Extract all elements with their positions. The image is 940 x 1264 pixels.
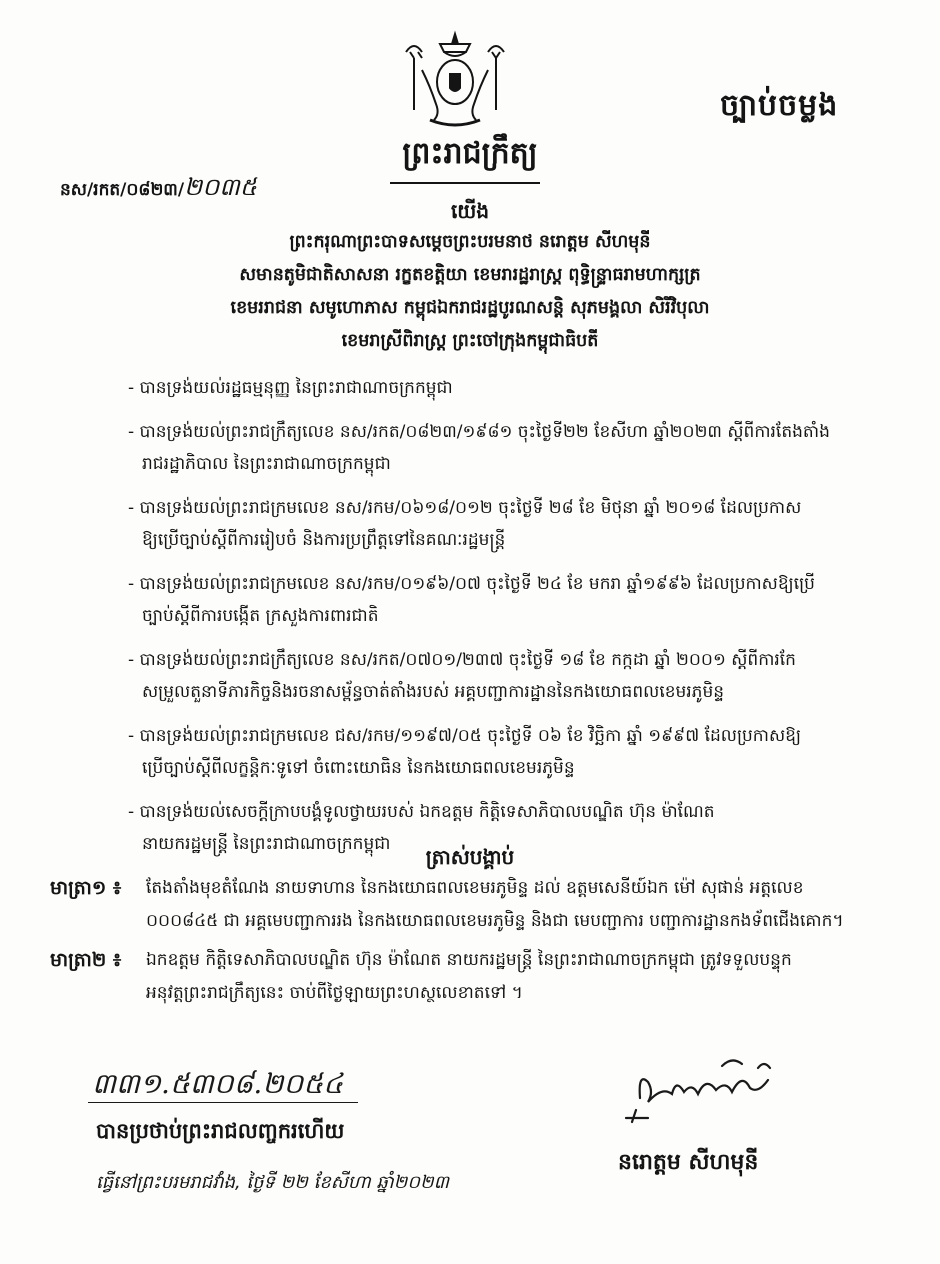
article-text xyxy=(146,944,920,1010)
legal-basis-continuation: សម្រួលតួនាទីភារកិច្ចនិងរចនាសម្ព័ន្ធចាត់តាំងរបស់ អគ្គបញ្ជាការដ្ឋាននៃកងយោធពលខេមរភូមិន្ទ xyxy=(142,682,725,702)
reference-handwritten-number: ២០៣៥ xyxy=(184,173,257,201)
legal-basis-continuation: នាយករដ្ឋមន្ត្រី នៃព្រះរាជាណាចក្រកម្ពុជា xyxy=(142,834,391,854)
article-2 xyxy=(50,944,920,1010)
certified-copy-stamp: ច្បាប់ចម្លង xyxy=(720,88,839,123)
legal-basis-text: បានទ្រង់យល់ព្រះរាជក្រមលេខ នស/រកម/០១៩៦/០៧ ចុះថ្ងៃទី ២៤ ខែ មករា ឆ្នាំ១៩៩៦ ដែលប្រកាសឱ្យប្រើ xyxy=(139,574,815,594)
royal-coat-of-arms-emblem xyxy=(400,30,510,130)
legal-basis-continuation: ច្បាប់ស្តីពីការបង្កើត ក្រសួងការពារជាតិ xyxy=(142,606,379,626)
handwritten-lunar-date: ៣៣១.៥៣០៨.២០៥៤ xyxy=(92,1067,343,1100)
legal-basis-item: - បានទ្រង់យល់សេចក្តីក្រាបបង្គំទូលថ្វាយរបស់ ឯកឧត្តម កិត្តិទេសាភិបាលបណ្ឌិត ហ៊ុន ម៉ាណែត នាយករដ្ឋមន្ត្រី នៃព្រះរាជាណាចក្រកម្ពុជា xyxy=(128,796,918,860)
monarch-titles xyxy=(150,226,790,358)
article-label: មាត្រា១ ៖ xyxy=(50,877,122,899)
article-1 xyxy=(50,872,920,938)
legal-basis-text: បានទ្រង់យល់រដ្ឋធម្មនុញ្ញ នៃព្រះរាជាណាចក្រកម្ពុជា xyxy=(139,378,453,398)
royal-seal-note: បានប្រថាប់ព្រះរាជលញ្ចករហើយ xyxy=(96,1119,345,1143)
article-line: អនុវត្តព្រះរាជក្រឹត្យនេះ ចាប់ពីថ្ងៃឡាយព្រះហស្ថលេខាតទៅ ។ xyxy=(146,983,523,1003)
legal-basis-continuation: ឱ្យប្រើច្បាប់ស្តីពីការរៀបចំ និងការប្រព្រឹត្តទៅនៃគណៈរដ្ឋមន្ត្រី xyxy=(142,530,506,550)
legal-basis-item: - បានទ្រង់យល់ព្រះរាជក្រមលេខ នស/រកម/០១៩៦/០៧ ចុះថ្ងៃទី ២៤ ខែ មករា ឆ្នាំ១៩៩៦ ដែលប្រកាសឱ្យប្រើ ច្បាប់ស្តីពីការបង្កើត ក្រសួងការពារជាតិ xyxy=(128,568,918,632)
legal-basis-text: បានទ្រង់យល់ព្រះរាជក្រមលេខ នស/រកម/០៦១៨/០១២ ចុះថ្ងៃទី ២៨ ខែ មិថុនា ឆ្នាំ ២០១៨ ដែលប្រកាស xyxy=(139,498,802,518)
monarch-title-line: ខេមររាជនា សមូហោភាស កម្ពុជឯករាជរដ្ឋបូរណសន្តិ សុភមង្គលា សិរីវិបុលា xyxy=(230,298,710,318)
monarch-title-line: ខេមរាស្រីពិរាស្ត្រ ព្រះចៅក្រុងកម្ពុជាធិបតី xyxy=(341,331,599,351)
place-and-date: ធ្វើនៅព្រះបរមរាជវាំង, ថ្ងៃទី ២២ ខែសីហា ឆ្នាំ២០២៣ xyxy=(96,1172,450,1193)
monarch-title-line: ព្រះករុណាព្រះបាទសម្តេចព្រះបរមនាថ នរោត្តម សីហមុនី xyxy=(289,232,651,252)
legal-basis-item: - បានទ្រង់យល់ព្រះរាជក្រមលេខ នស/រកម/០៦១៨/០១២ ចុះថ្ងៃទី ២៨ ខែ មិថុនា ឆ្នាំ ២០១៨ ដែលប្រកាស ឱ្យប្រើច្បាប់ស្តីពីការរៀបចំ និងការប្រព្រឹត្តទៅនៃគណៈរដ្ឋមន្ត្រី xyxy=(128,492,918,556)
legal-basis-continuation: រាជរដ្ឋាភិបាល នៃព្រះរាជាណាចក្រកម្ពុជា xyxy=(142,454,391,474)
document-title: ព្រះរាជក្រឹត្យ xyxy=(402,136,538,171)
signer-name: នរោត្តម សីហមុនី xyxy=(618,1150,759,1175)
monarch-title-line: សមានតូមិជាតិសាសនា រក្ខតខត្តិយា ខេមរារដ្ឋរាស្ត្រ ពុទ្ធិន្ទ្រាធរាមហាក្សត្រ xyxy=(239,265,701,285)
article-line: តែងតាំងមុខតំណែង នាយទាហាន នៃកងយោធពលខេមរភូមិន្ទ ដល់ ឧត្តមសេនីយ៍ឯក ម៉ៅ សុផាន់ អត្តលេខ xyxy=(146,878,804,898)
legal-basis-text: បានទ្រង់យល់ព្រះរាជក្រឹត្យលេខ នស/រកត/០៨២៣/១៩៨១ ចុះថ្ងៃទី២២ ខែសីហា ឆ្នាំ២០២៣ ស្តីពីការតែងតាំង xyxy=(139,422,830,442)
legal-basis-list xyxy=(128,372,918,872)
reference-prefix: នស/រកត/០៨២៣/ xyxy=(60,180,185,200)
legal-basis-item: - បានទ្រង់យល់ព្រះរាជក្រមលេខ ជស/រកម/១១៩៧/០៥ ចុះថ្ងៃទី ០៦ ខែ វិច្ឆិកា ឆ្នាំ ១៩៩៧ ដែលប្រកាសឱ្យ ប្រើច្បាប់ស្តីពីលក្ខន្តិកៈទូទៅ ចំពោះយោធិន នៃកងយោធពលខេមរភូមិន្ទ xyxy=(128,720,918,784)
date-underline xyxy=(88,1102,358,1103)
we-heading: យើង xyxy=(450,199,490,223)
legal-basis-text: បានទ្រង់យល់ព្រះរាជក្រឹត្យលេខ នស/រកត/០៧០១/២៣៧ ចុះថ្ងៃទី ១៨ ខែ កក្កដា ឆ្នាំ ២០០១ ស្តីពីការកែ xyxy=(139,650,796,670)
legal-basis-item: - បានទ្រង់យល់ព្រះរាជក្រឹត្យលេខ នស/រកត/០៨២៣/១៩៨១ ចុះថ្ងៃទី២២ ខែសីហា ឆ្នាំ២០២៣ ស្តីពីការតែងតាំង រាជរដ្ឋាភិបាល នៃព្រះរាជាណាចក្រកម្ពុជា xyxy=(128,416,918,480)
articles-section xyxy=(50,872,920,1016)
legal-basis-item: - បានទ្រង់យល់ព្រះរាជក្រឹត្យលេខ នស/រកត/០៧០១/២៣៧ ចុះថ្ងៃទី ១៨ ខែ កក្កដា ឆ្នាំ ២០០១ ស្តីពីការកែ សម្រួលតួនាទីភារកិច្ចនិងរចនាសម្ព័ន្ធចាត់តាំងរបស់ អគ្គបញ្ជាការដ្ឋាននៃកងយោធពលខេមរភូមិន្ទ xyxy=(128,644,918,708)
article-line: ឯកឧត្តម កិត្តិទេសាភិបាលបណ្ឌិត ហ៊ុន ម៉ាណែត នាយករដ្ឋមន្ត្រី នៃព្រះរាជាណាចក្រកម្ពុជា ត្រូវទទួលបន្ទុក xyxy=(146,950,792,970)
title-underline xyxy=(390,182,540,184)
legal-basis-text: បានទ្រង់យល់សេចក្តីក្រាបបង្គំទូលថ្វាយរបស់ ឯកឧត្តម កិត្តិទេសាភិបាលបណ្ឌិត ហ៊ុន ម៉ាណែត xyxy=(139,802,715,822)
article-line: ០០០៨៤៥ ជា អគ្គមេបញ្ជាការរង នៃកងយោធពលខេមរភូមិន្ទ និងជា មេបញ្ជាការ បញ្ជាការដ្ឋានកងទ័ពជើងគោក។ xyxy=(146,911,844,931)
decision-heading: ត្រាស់បង្គាប់ xyxy=(425,845,515,869)
legal-basis-continuation: ប្រើច្បាប់ស្តីពីលក្ខន្តិកៈទូទៅ ចំពោះយោធិន នៃកងយោធពលខេមរភូមិន្ទ xyxy=(142,758,575,778)
legal-basis-item: - បានទ្រង់យល់រដ្ឋធម្មនុញ្ញ នៃព្រះរាជាណាចក្រកម្ពុជា xyxy=(128,378,453,398)
article-text xyxy=(146,872,920,938)
legal-basis-text: បានទ្រង់យល់ព្រះរាជក្រមលេខ ជស/រកម/១១៩៧/០៥ ចុះថ្ងៃទី ០៦ ខែ វិច្ឆិកា ឆ្នាំ ១៩៩៧ ដែលប្រកាសឱ្យ xyxy=(139,726,802,746)
article-label: មាត្រា២ ៖ xyxy=(50,949,122,971)
royal-signature xyxy=(618,1042,798,1132)
